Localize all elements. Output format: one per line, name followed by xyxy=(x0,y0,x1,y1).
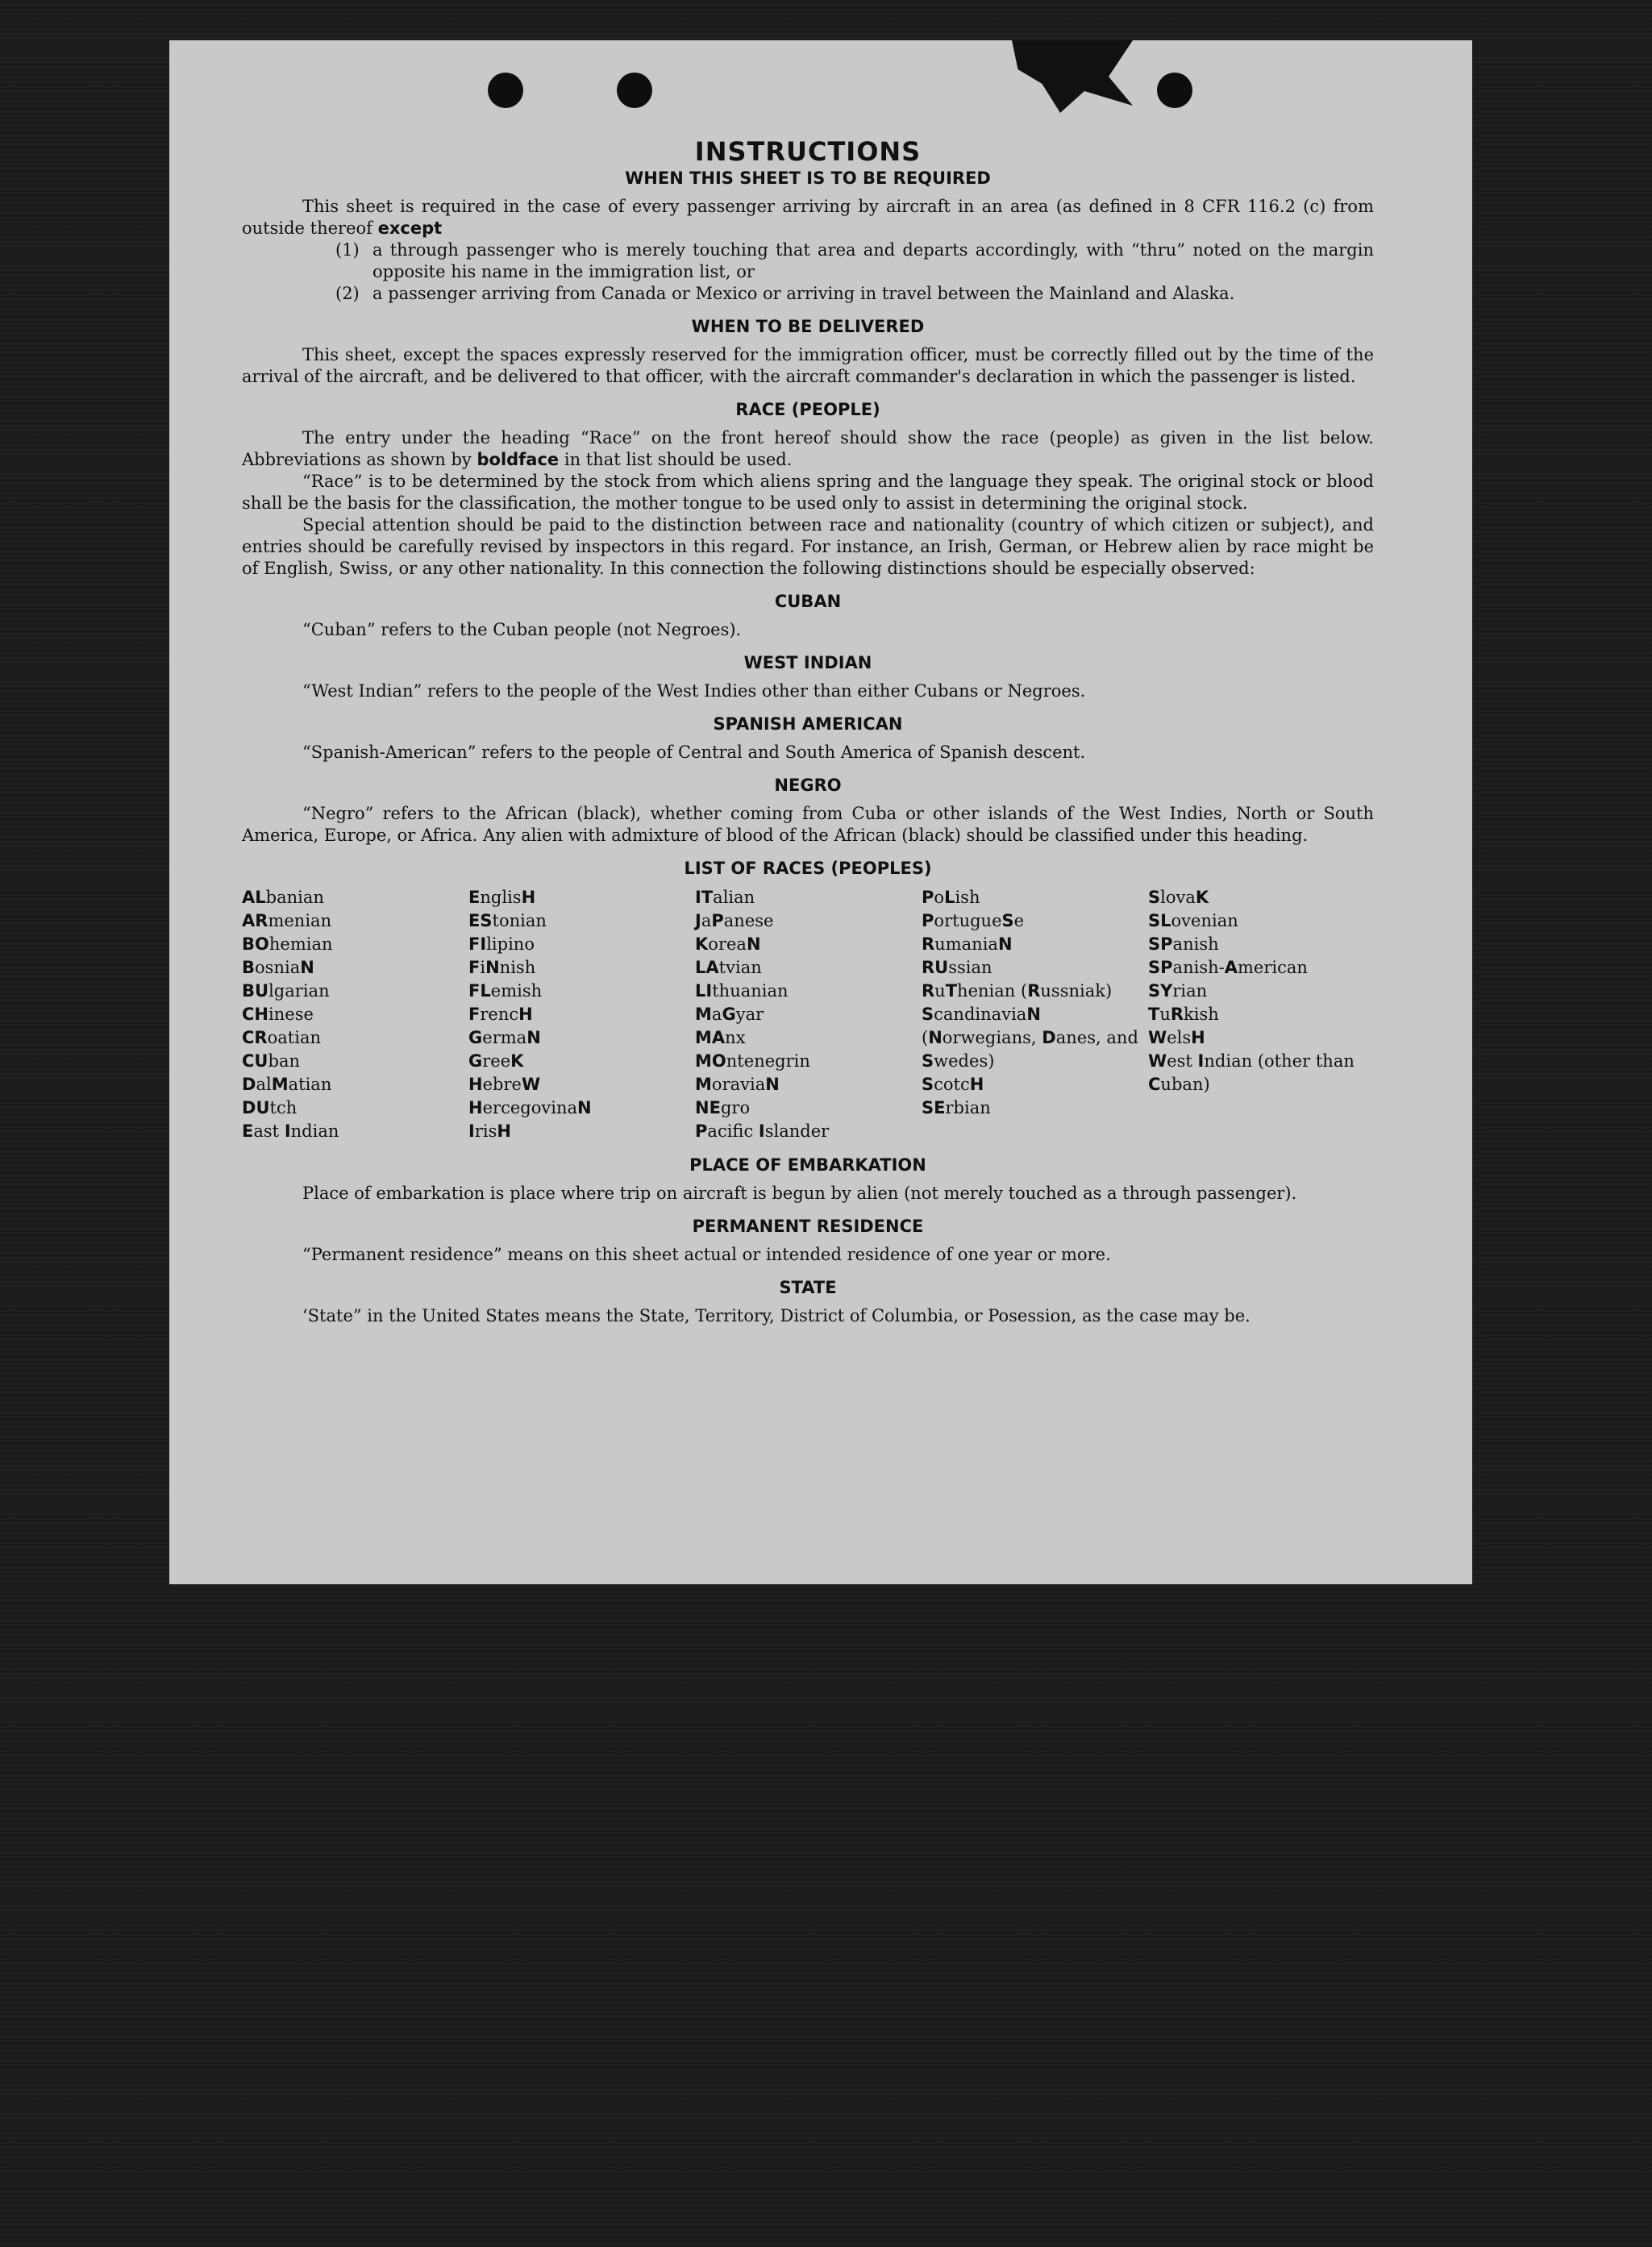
paragraph-west-indian: “West Indian” refers to the people of the West Indies other than either Cubans or Negroes. xyxy=(302,681,1086,701)
race-entry: RUssian xyxy=(922,958,992,977)
race-entry: GreeK xyxy=(468,1051,524,1071)
list-item-text: a passenger arriving from Canada or Mexico or arriving in travel between the Mainland and Alaska. xyxy=(372,284,1235,303)
paragraph-residence: “Permanent residence” means on this sheet actual or intended residence of one year or more. xyxy=(302,1245,1111,1264)
race-entry: ARmenian xyxy=(242,911,332,930)
races-column xyxy=(695,886,921,1143)
races-list xyxy=(242,886,1374,1143)
list-item xyxy=(242,283,1374,305)
heading-negro: NEGRO xyxy=(774,776,842,795)
race-entry: FLemish xyxy=(468,981,543,1001)
race-entry: DalMatian xyxy=(242,1075,332,1094)
race-entry: SPanish-American xyxy=(1148,958,1308,977)
heading-race: RACE (PEOPLE) xyxy=(735,400,880,419)
race-entry: East Indian xyxy=(242,1121,339,1141)
race-entry: FiNnish xyxy=(468,958,536,977)
punch-hole xyxy=(617,73,652,108)
race-entry: EnglisH xyxy=(468,888,536,907)
paragraph-race-1 xyxy=(242,427,1374,471)
page-title: INSTRUCTIONS xyxy=(694,136,922,167)
heading-required: WHEN THIS SHEET IS TO BE REQUIRED xyxy=(625,169,991,188)
race-entry: MAnx xyxy=(695,1028,746,1047)
race-entry: PoLish xyxy=(922,888,980,907)
heading-cuban: CUBAN xyxy=(774,592,842,611)
race-entry: GermaN xyxy=(468,1028,541,1047)
races-column xyxy=(922,886,1147,1143)
punch-hole xyxy=(488,73,523,108)
race-entry: SLovenian xyxy=(1148,911,1238,930)
race-entry: Pacifc Islander xyxy=(695,1121,830,1141)
race-entry: TuRkish xyxy=(1148,1005,1219,1024)
race-entry: ITalian xyxy=(695,888,755,907)
punch-hole xyxy=(1157,73,1192,108)
race-entry: JaPanese xyxy=(695,911,774,930)
race-entry: MOntenegrin xyxy=(695,1051,810,1071)
race-entry: MoraviaN xyxy=(695,1075,780,1094)
race-p1-b: in that list should be used. xyxy=(564,450,793,469)
list-item xyxy=(242,239,1374,283)
race-entry: CHinese xyxy=(242,1005,314,1024)
document-content xyxy=(242,136,1374,1327)
heading-spanish-american: SPANISH AMERICAN xyxy=(713,714,903,734)
race-entry: BUlgarian xyxy=(242,981,330,1001)
list-item-text: a through passenger who is merely touching that area and departs accordingly, with “thru” noted on the margin opposite his name in the immigration list, or xyxy=(372,240,1374,281)
race-entry: CRoatian xyxy=(242,1028,322,1047)
race-entry: RumaniaN xyxy=(922,934,1013,954)
race-entry: SErbian xyxy=(922,1098,991,1117)
race-entry: BosniaN xyxy=(242,958,314,977)
heading-races-list: LIST OF RACES (PEOPLES) xyxy=(684,859,932,878)
paragraph-state: ‘State” in the United States means the State, Territory, District of Columbia, or Posession, as the case may be. xyxy=(302,1306,1250,1325)
race-entry: SYrian xyxy=(1148,981,1208,1001)
paragraph-race-2: “Race” is to be determined by the stock from which aliens spring and the language they speak. The original stock or blood shall be the basis for the classification, the mother tongue to be used only to assist in determining the original stock. xyxy=(242,472,1374,513)
paragraph-race-3: Special attention should be paid to the distinction between race and nationality (country of which citizen or subject), and entries should be carefully revised by inspectors in this regard. For instance, an Irish, German, or Hebrew alien by race might be of English, Swiss, or any other nationality. In this connection the following distinctions should be especially observed: xyxy=(242,515,1374,578)
race-entry: ScotcH xyxy=(922,1075,984,1094)
race-entry: WelsH xyxy=(1148,1028,1205,1047)
race-entry: BOhemian xyxy=(242,934,333,954)
paragraph-required xyxy=(242,196,1374,239)
race-entry: CUban xyxy=(242,1051,300,1071)
race-entry: HebreW xyxy=(468,1075,541,1094)
heading-embarkation: PLACE OF EMBARKATION xyxy=(689,1155,926,1175)
race-entry: LAtvian xyxy=(695,958,762,977)
paragraph-delivered: This sheet, except the spaces expressly reserved for the immigration officer, must be correctly filled out by the time of the arrival of the aircraft, and be delivered to that officer, with the aircraft commander's declaration in which the passenger is listed. xyxy=(242,345,1374,386)
heading-residence: PERMANENT RESIDENCE xyxy=(692,1217,924,1236)
race-entry: HercegovinaN xyxy=(468,1098,592,1117)
paragraph-negro: “Negro” refers to the African (black), whether coming from Cuba or other islands of the West Indies, North or South America, Europe, or Africa. Any alien with admixture of blood of the African (black) should be classified under this heading. xyxy=(242,804,1374,845)
race-entry: PortugueSe xyxy=(922,911,1025,930)
required-intro: This sheet is required in the case of every passenger arriving by aircraft in an area (as defined in 8 CFR 116.2 (c) from outside thereof xyxy=(242,197,1374,238)
races-column xyxy=(242,886,468,1143)
paragraph-cuban: “Cuban” refers to the Cuban people (not Negroes). xyxy=(302,620,742,639)
race-entry: KoreaN xyxy=(695,934,761,954)
race-entry: SPanish xyxy=(1148,934,1219,954)
paragraph-embarkation: Place of embarkation is place where trip on aircraft is begun by alien (not merely touched as a through passenger). xyxy=(302,1184,1297,1203)
list-item-number: (1) xyxy=(335,240,360,260)
heading-delivered: WHEN TO BE DELIVERED xyxy=(691,317,925,336)
race-entry: RuThenian (Russniak) xyxy=(922,981,1113,1001)
race-entry: SlovaK xyxy=(1148,888,1209,907)
race-entry: NEgro xyxy=(695,1098,751,1117)
races-column xyxy=(468,886,694,1143)
race-entry: ScandinaviaN (Norwegians, Danes, and Swedes) xyxy=(922,1005,1138,1071)
race-entry: West Indian (other than Cuban) xyxy=(1148,1051,1354,1094)
race-entry: MaGyar xyxy=(695,1005,764,1024)
race-p1-a: The entry under the heading “Race” on the front hereof should show the race (people) as given in the list below. Abbreviations as shown by xyxy=(242,428,1374,469)
race-entry: IrisH xyxy=(468,1121,511,1141)
race-entry: LIthuanian xyxy=(695,981,789,1001)
list-item-number: (2) xyxy=(335,284,360,303)
race-entry: ALbanian xyxy=(242,888,324,907)
paragraph-spanish-american: “Spanish-American” refers to the people of Central and South America of Spanish descent. xyxy=(302,743,1086,762)
heading-state: STATE xyxy=(779,1278,837,1297)
races-column xyxy=(1148,886,1374,1143)
race-p1-bold: boldface xyxy=(476,450,560,469)
race-entry: EStonian xyxy=(468,911,547,930)
race-entry: FIlipino xyxy=(468,934,535,954)
document-sheet xyxy=(169,40,1472,1584)
required-intro-bold: except xyxy=(377,218,443,238)
heading-west-indian: WEST INDIAN xyxy=(743,653,872,672)
torn-corner xyxy=(1012,40,1133,113)
race-entry: DUtch xyxy=(242,1098,298,1117)
race-entry: FrencH xyxy=(468,1005,533,1024)
